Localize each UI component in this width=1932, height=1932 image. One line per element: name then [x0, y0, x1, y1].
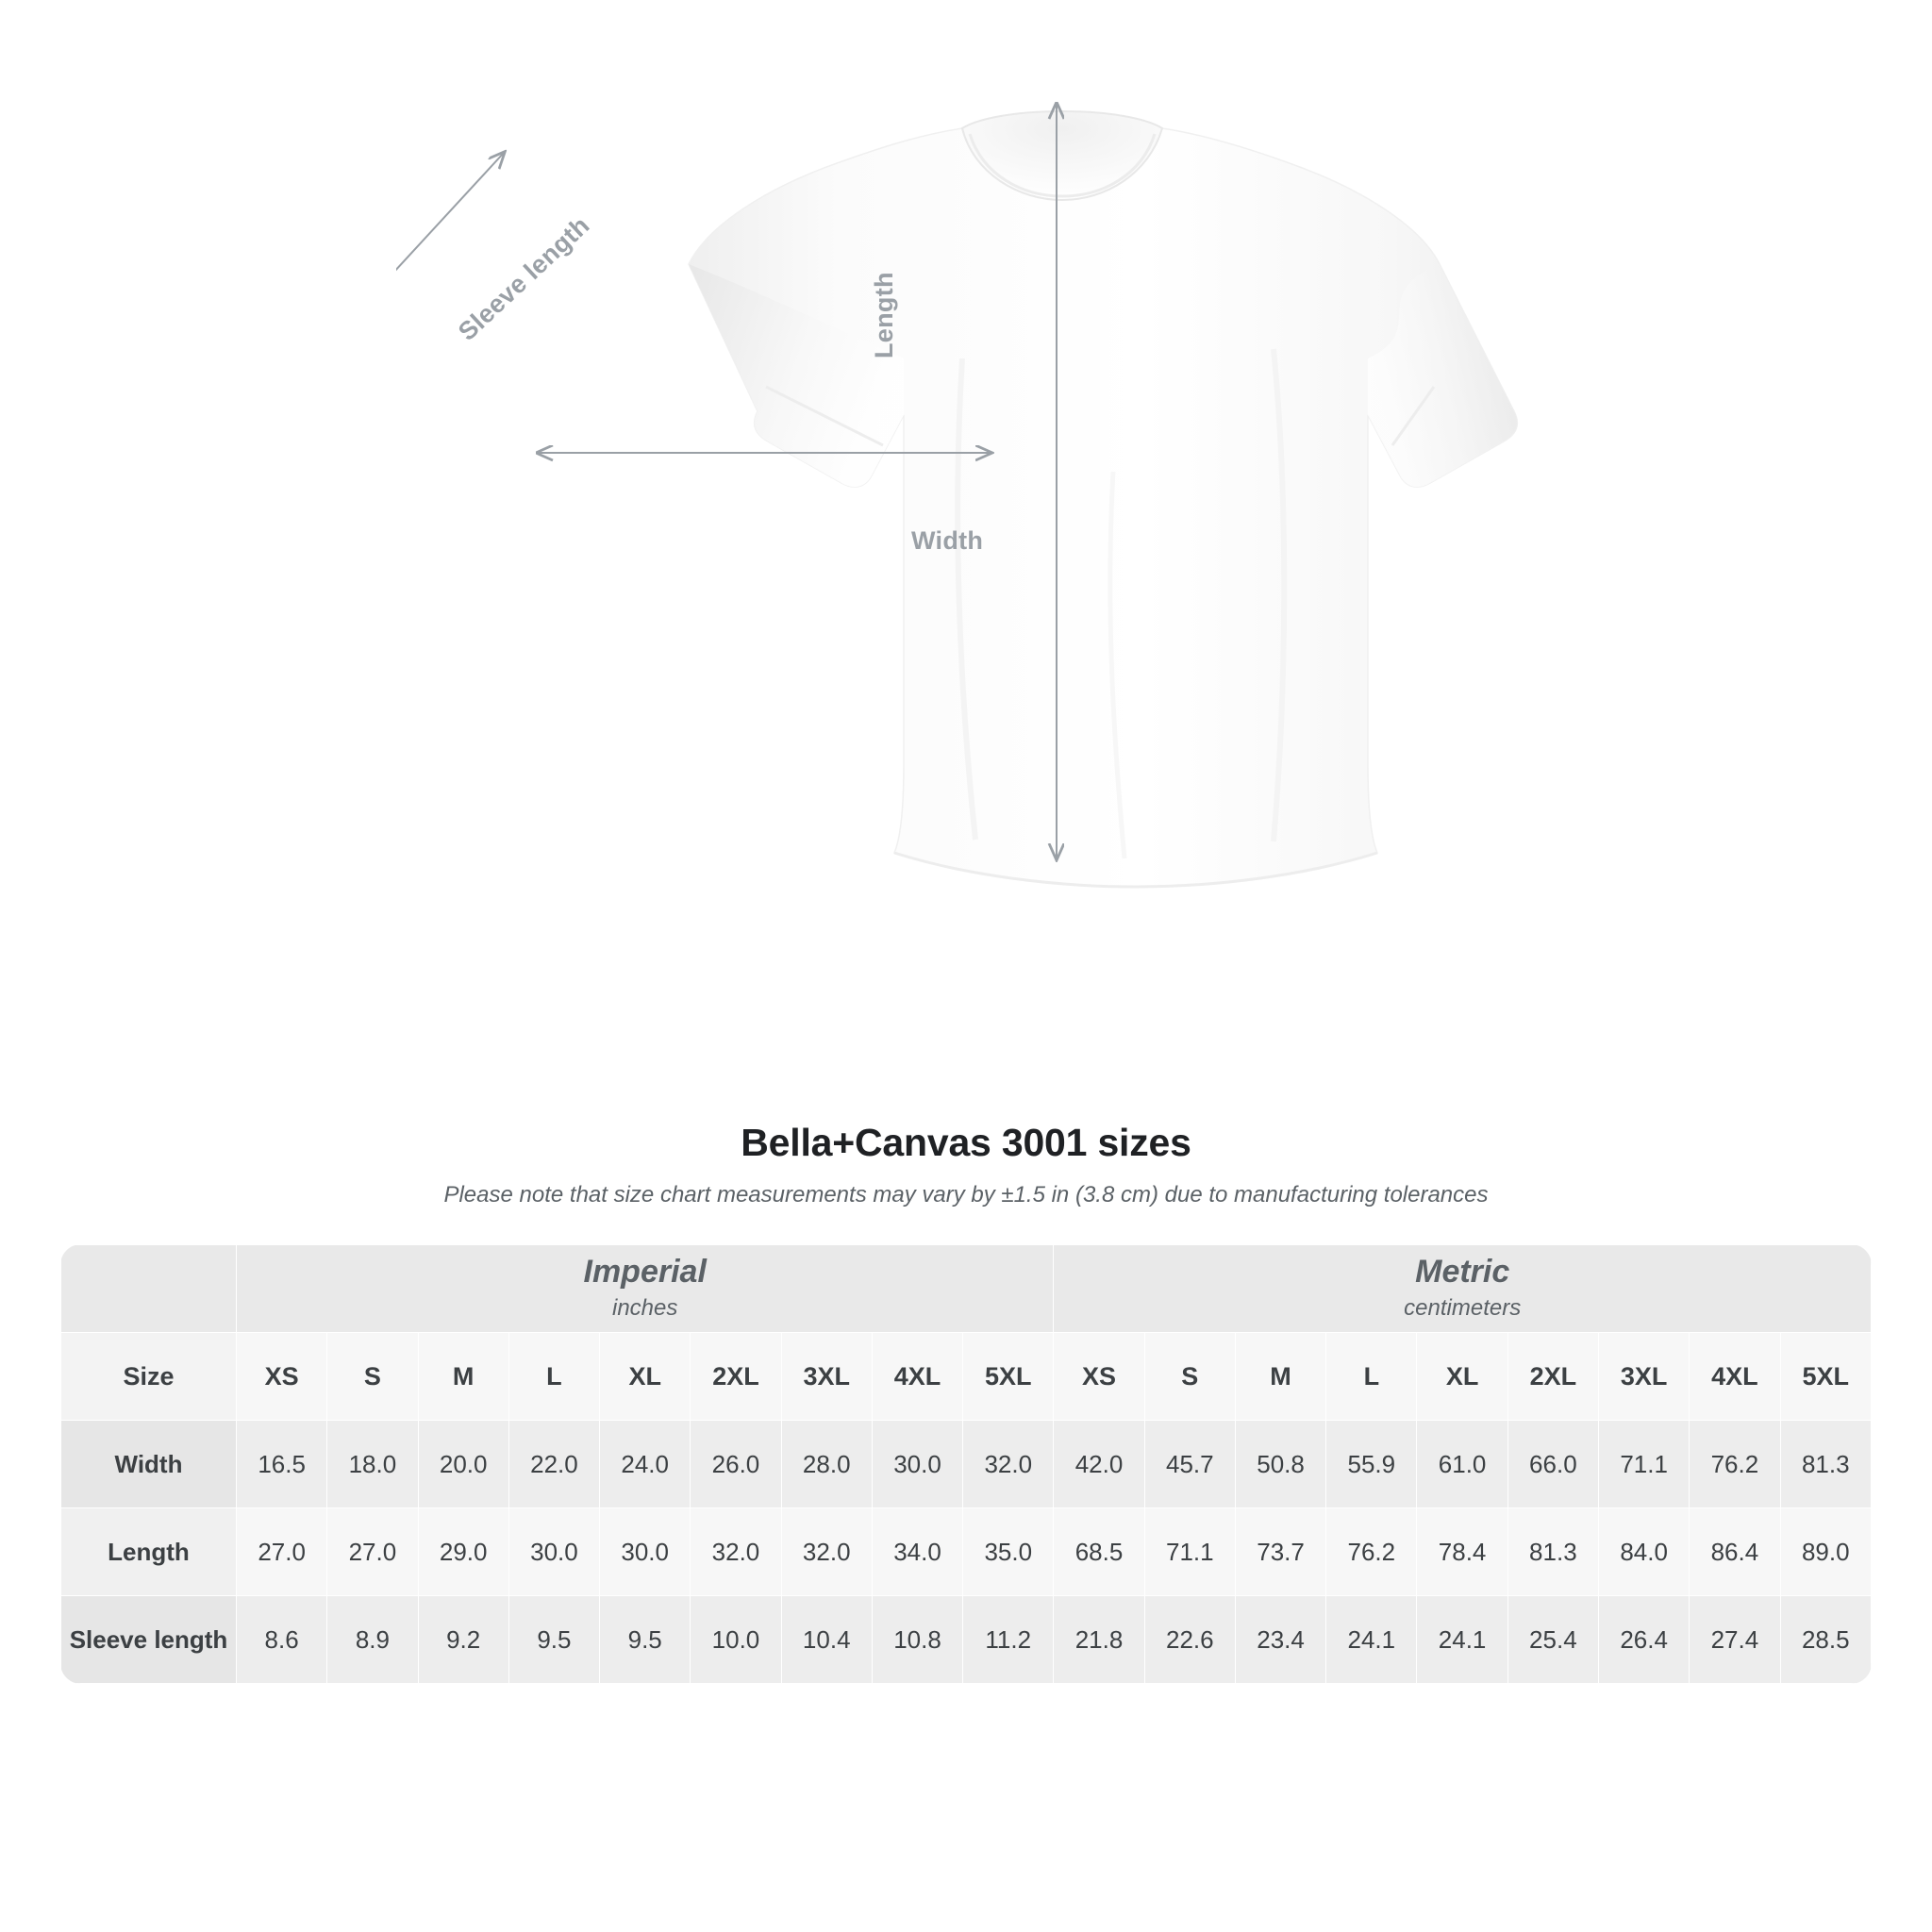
- measurement-cell: 32.0: [963, 1421, 1054, 1508]
- table-row: [61, 1421, 1872, 1508]
- measurement-cell: 61.0: [1417, 1421, 1507, 1508]
- size-header-cell: M: [418, 1333, 508, 1421]
- size-header-cell: 4XL: [1690, 1333, 1780, 1421]
- row-label: Length: [61, 1508, 237, 1596]
- measurement-cell: 81.3: [1780, 1421, 1871, 1508]
- measurement-cell: 10.4: [781, 1596, 872, 1684]
- table-corner-cell: [61, 1245, 237, 1333]
- measurement-cell: 9.5: [508, 1596, 599, 1684]
- measurement-cell: 21.8: [1054, 1596, 1144, 1684]
- measurement-cell: 20.0: [418, 1421, 508, 1508]
- measurement-cell: 66.0: [1507, 1421, 1598, 1508]
- measurement-cell: 10.8: [872, 1596, 962, 1684]
- measurement-cell: 9.5: [600, 1596, 691, 1684]
- unit-sub-imperial: inches: [612, 1295, 678, 1322]
- measurement-cell: 9.2: [418, 1596, 508, 1684]
- measurement-cell: 29.0: [418, 1508, 508, 1596]
- measurement-cell: 30.0: [872, 1421, 962, 1508]
- size-table: [60, 1244, 1872, 1684]
- measurement-cell: 8.9: [327, 1596, 418, 1684]
- size-header-cell: 5XL: [963, 1333, 1054, 1421]
- sleeve-length-dimension-label: Sleeve length: [453, 210, 595, 346]
- measurement-cell: 32.0: [781, 1508, 872, 1596]
- size-header-cell: XL: [600, 1333, 691, 1421]
- measurement-cell: 22.6: [1144, 1596, 1235, 1684]
- measurement-cell: 25.4: [1507, 1596, 1598, 1684]
- page-title: Bella+Canvas 3001 sizes: [741, 1121, 1191, 1164]
- measurement-cell: 71.1: [1598, 1421, 1689, 1508]
- size-header-cell: L: [508, 1333, 599, 1421]
- measurement-cell: 22.0: [508, 1421, 599, 1508]
- measurement-cell: 45.7: [1144, 1421, 1235, 1508]
- size-header-cell: S: [1144, 1333, 1235, 1421]
- size-row-label: Size: [61, 1333, 237, 1421]
- table-row: [61, 1596, 1872, 1684]
- measurement-cell: 71.1: [1144, 1508, 1235, 1596]
- measurement-cell: 84.0: [1598, 1508, 1689, 1596]
- size-header-cell: 3XL: [781, 1333, 872, 1421]
- unit-group-imperial: [237, 1245, 1054, 1333]
- row-label: Sleeve length: [61, 1596, 237, 1684]
- unit-name-imperial: Imperial: [583, 1253, 707, 1290]
- measurement-cell: 50.8: [1235, 1421, 1325, 1508]
- size-header-cell: M: [1235, 1333, 1325, 1421]
- measurement-cell: 78.4: [1417, 1508, 1507, 1596]
- measurement-cell: 89.0: [1780, 1508, 1871, 1596]
- measurement-cell: 55.9: [1326, 1421, 1417, 1508]
- tolerance-note: Please note that size chart measurements may vary by ±1.5 in (3.8 cm) due to manufacturing tolerances: [443, 1182, 1489, 1208]
- size-header-cell: L: [1326, 1333, 1417, 1421]
- length-dimension-label: Length: [870, 272, 898, 358]
- measurement-cell: 30.0: [600, 1508, 691, 1596]
- size-table-container: [60, 1244, 1872, 1684]
- size-header-cell: 4XL: [872, 1333, 962, 1421]
- measurement-cell: 32.0: [691, 1508, 781, 1596]
- measurement-cell: 34.0: [872, 1508, 962, 1596]
- measurement-cell: 68.5: [1054, 1508, 1144, 1596]
- measurement-cell: 86.4: [1690, 1508, 1780, 1596]
- width-dimension-label: Width: [911, 526, 984, 555]
- unit-name-metric: Metric: [1415, 1253, 1510, 1290]
- measurement-cell: 24.1: [1326, 1596, 1417, 1684]
- measurement-cell: 16.5: [237, 1421, 327, 1508]
- measurement-cell: 26.0: [691, 1421, 781, 1508]
- unit-group-metric: [1054, 1245, 1872, 1333]
- size-header-cell: XS: [1054, 1333, 1144, 1421]
- size-header-cell: XL: [1417, 1333, 1507, 1421]
- measurement-cell: 10.0: [691, 1596, 781, 1684]
- measurement-cell: 24.1: [1417, 1596, 1507, 1684]
- measurement-cell: 76.2: [1326, 1508, 1417, 1596]
- measurement-cell: 81.3: [1507, 1508, 1598, 1596]
- measurement-cell: 8.6: [237, 1596, 327, 1684]
- row-label: Width: [61, 1421, 237, 1508]
- measurement-cell: 24.0: [600, 1421, 691, 1508]
- unit-sub-metric: centimeters: [1404, 1295, 1522, 1322]
- measurement-cell: 35.0: [963, 1508, 1054, 1596]
- size-header-cell: 2XL: [1507, 1333, 1598, 1421]
- measurement-cell: 73.7: [1235, 1508, 1325, 1596]
- size-header-cell: 5XL: [1780, 1333, 1871, 1421]
- measurement-cell: 11.2: [963, 1596, 1054, 1684]
- measurement-cell: 18.0: [327, 1421, 418, 1508]
- measurement-cell: 27.4: [1690, 1596, 1780, 1684]
- measurement-cell: 30.0: [508, 1508, 599, 1596]
- measurement-cell: 26.4: [1598, 1596, 1689, 1684]
- measurement-cell: 28.5: [1780, 1596, 1871, 1684]
- size-header-cell: 2XL: [691, 1333, 781, 1421]
- measurement-cell: 27.0: [237, 1508, 327, 1596]
- size-header-cell: 3XL: [1598, 1333, 1689, 1421]
- units-header-row: [61, 1245, 1872, 1333]
- size-header-cell: S: [327, 1333, 418, 1421]
- measurement-cell: 27.0: [327, 1508, 418, 1596]
- measurement-cell: 76.2: [1690, 1421, 1780, 1508]
- measurement-cell: 42.0: [1054, 1421, 1144, 1508]
- table-row: [61, 1508, 1872, 1596]
- measurement-cell: 28.0: [781, 1421, 872, 1508]
- title-block: [0, 1121, 1932, 1208]
- size-header-row: [61, 1333, 1872, 1421]
- size-header-cell: XS: [237, 1333, 327, 1421]
- measurement-cell: 23.4: [1235, 1596, 1325, 1684]
